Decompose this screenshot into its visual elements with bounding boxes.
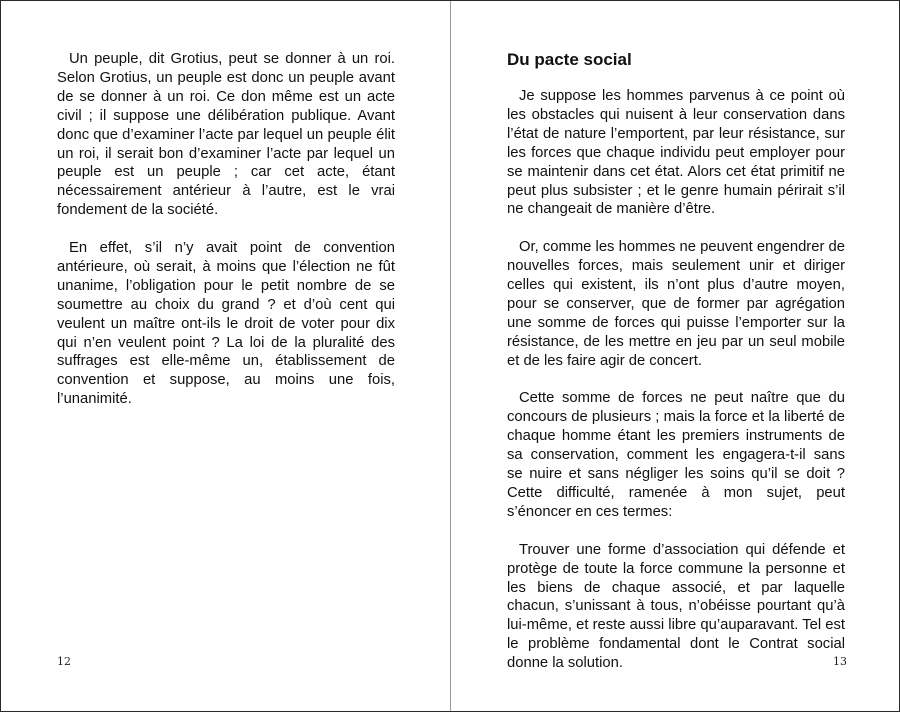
paragraph: Or, comme les hommes ne peuvent engendrer de nouvelles forces, mais seulement unir et diriger celles qui existent, ils n’ont plus d’autre moyen, pour se conserver, que de former par agrégation une somme de forces qui puisse l’emporter sur la résistance, de les mettre en jeu par un seul mobile et de les faire agir de concert. (507, 239, 845, 369)
paragraph: En effet, s’il n’y avait point de convention antérieure, où serait, à moins que l’élection ne fût unanime, l’obligation pour le petit nombre de se soumettre au choix du grand ? et d’où cent qui veulent un maître ont-ils le droit de voter pour dix qui n’en veulent point ? La loi de la pluralité des suffrages est elle-même un, établissement de convention et suppose, au moins une fois, l’unanimité. (57, 240, 395, 408)
page-number: 13 (833, 655, 847, 668)
paragraph: Trouver une forme d’association qui défende et protège de toute la force commune la personne et les biens de chaque associé, et par laquelle chacun, s’unissant à tous, n’obéisse pourtant qu’à lui-même, et reste aussi libre qu’auparavant. Tel est le problème fondamental dont le Contrat social donne la solution. (507, 541, 845, 672)
left-page (1, 1, 450, 711)
left-page-text (57, 50, 395, 409)
chapter-heading: Du pacte social (507, 50, 632, 69)
right-page (451, 1, 899, 711)
page-number: 12 (57, 655, 71, 668)
paragraph: Un peuple, dit Grotius, peut se donner à un roi. Selon Grotius, un peuple est donc un peuple avant de se donner à un roi. Ce don même est un acte civil ; il suppose une délibération publique. Avant donc que d’examiner l’acte par lequel un peuple élit un roi, il serait bon d’examiner l’acte par lequel un peuple est un peuple ; car cet acte, étant nécessairement antérieur à l’autre, est le vrai fondement de la société. (57, 51, 395, 219)
paragraph: Cette somme de forces ne peut naître que du concours de plusieurs ; mais la force et la liberté de chaque homme étant les premiers instruments de sa conservation, comment les engagera-t-il sans se nuire et sans négliger les soins qu’il se doit ? Cette difficulté, ramenée à mon sujet, peut s’énoncer en ces termes: (507, 390, 845, 520)
paragraph: Je suppose les hommes parvenus à ce point où les obstacles qui nuisent à leur conservation dans l’état de nature l’emportent, par leur résistance, sur les forces que chaque individu peut employer pour se maintenir dans cet état. Alors cet état primitif ne peut plus subsister ; et le genre humain périrait s’il ne changeait de manière d’être. (507, 88, 845, 218)
right-page-text (507, 87, 845, 673)
